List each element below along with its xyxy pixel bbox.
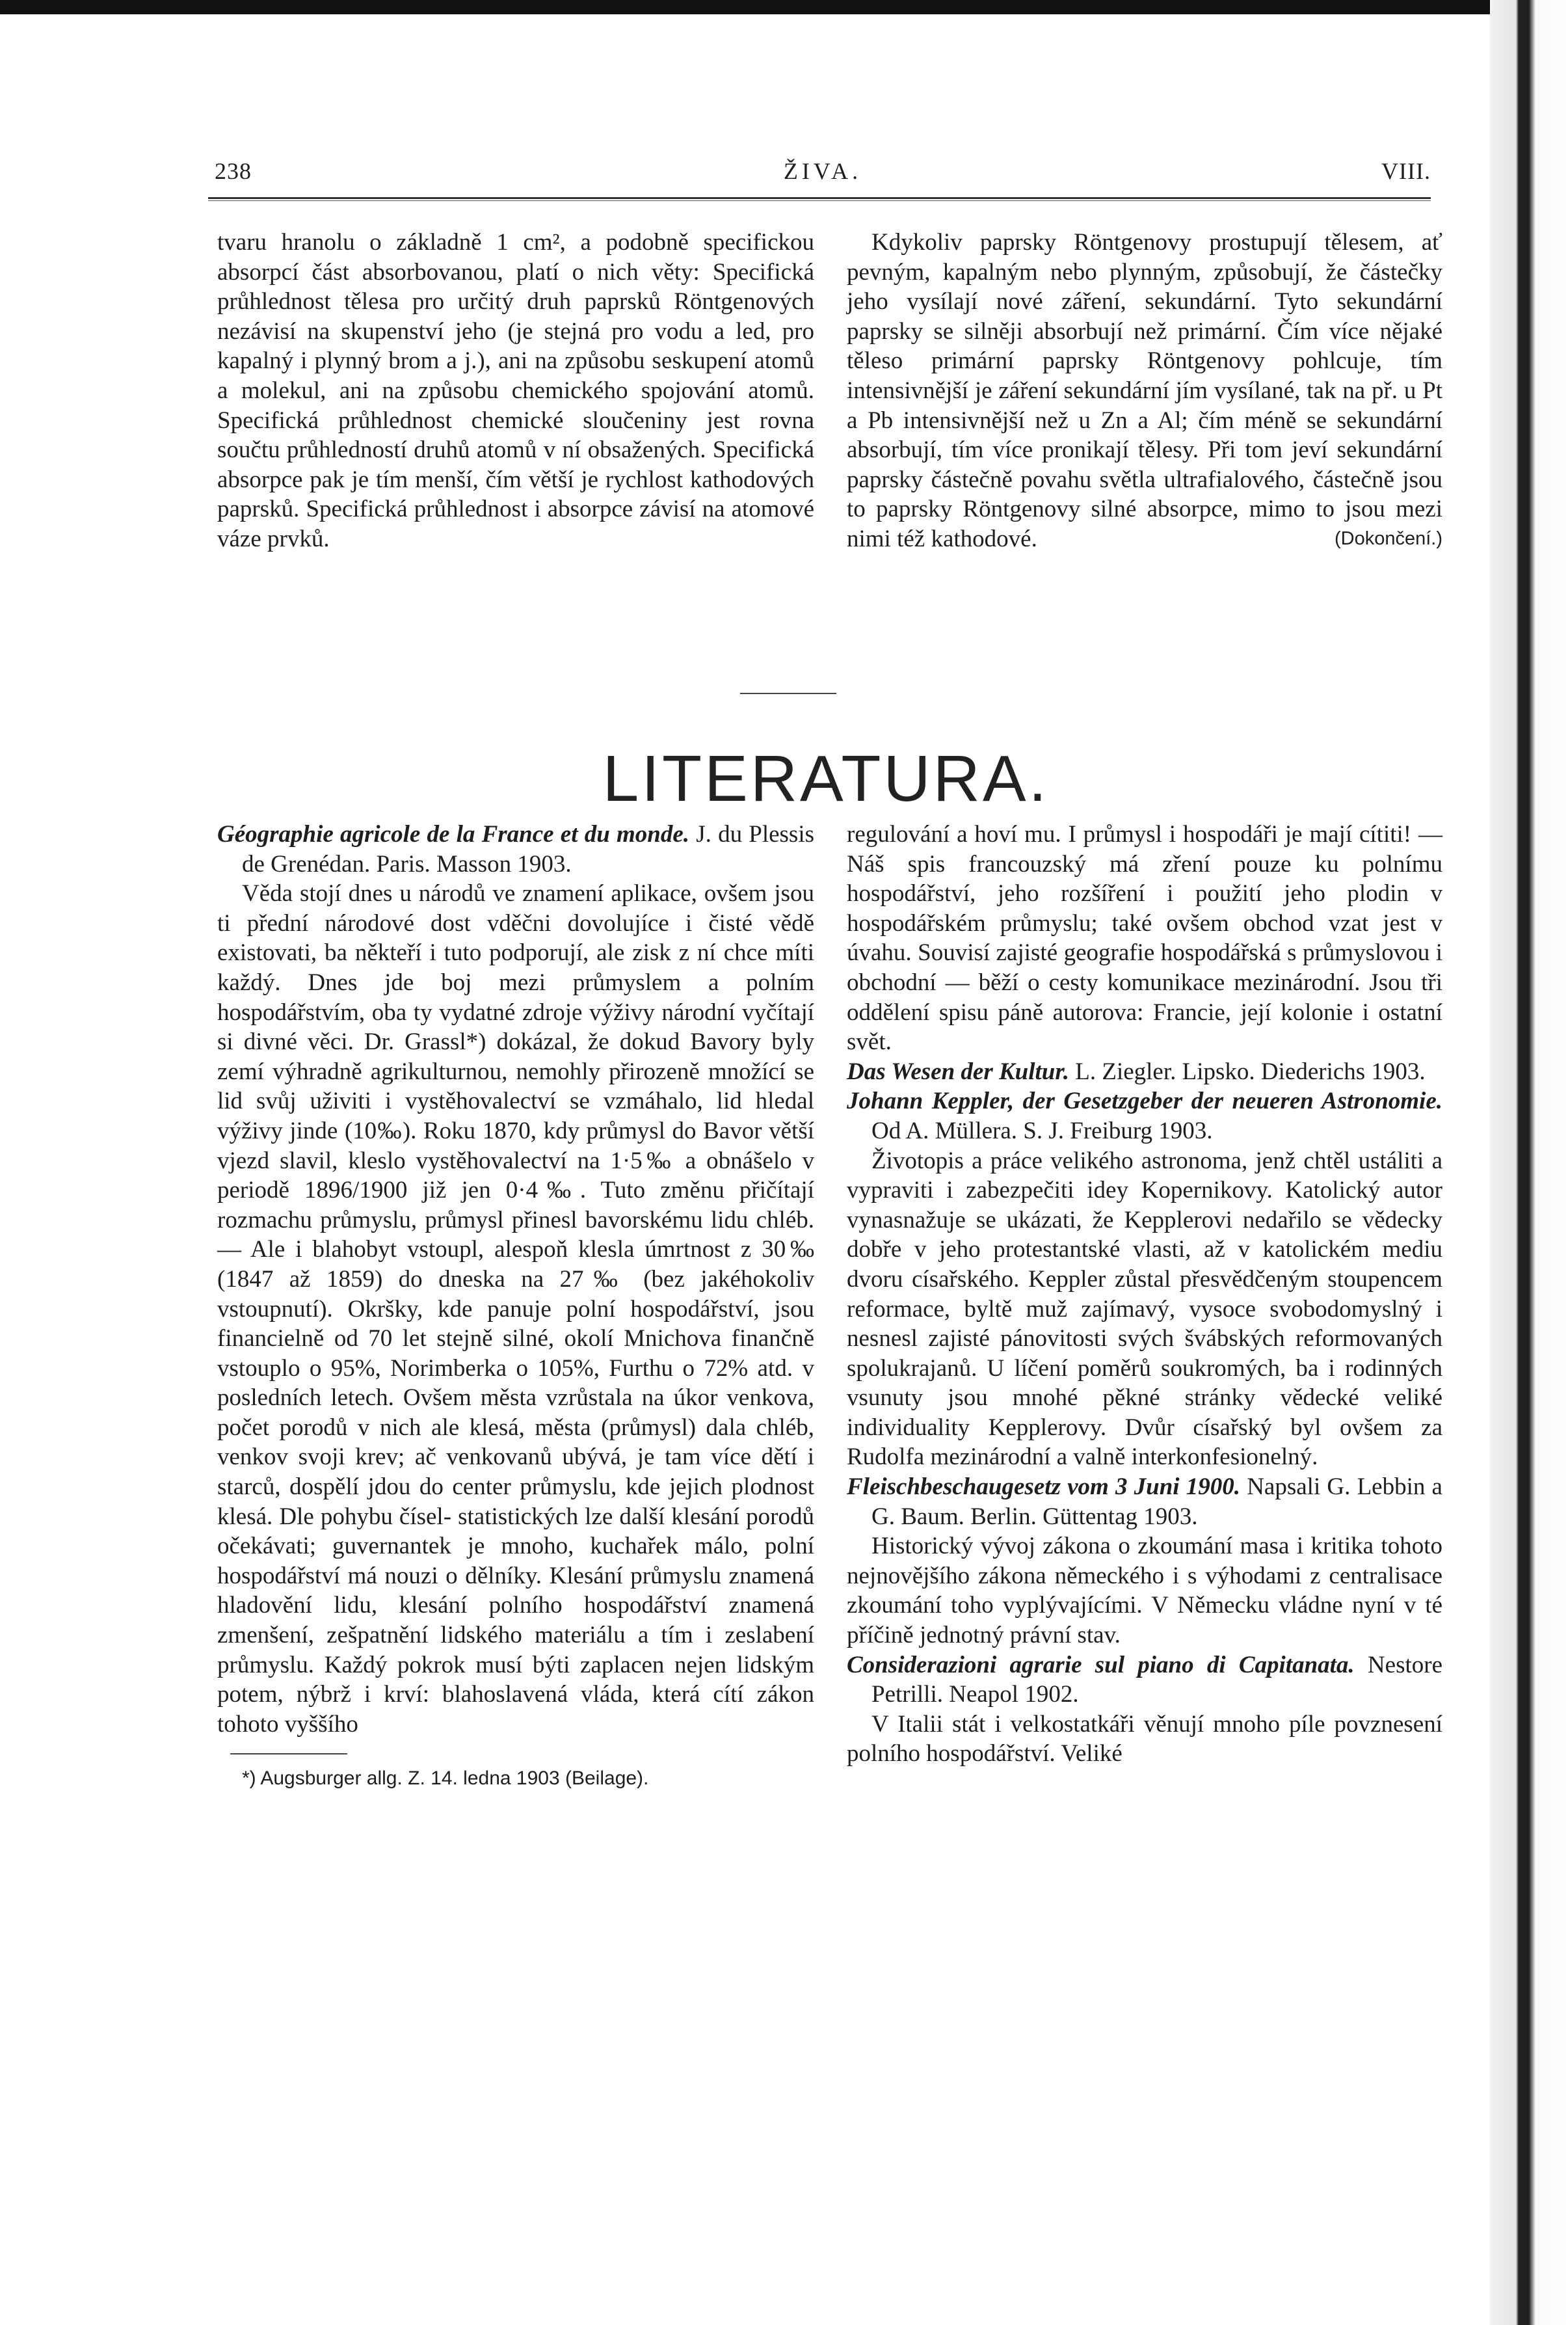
volume-number: VIII. bbox=[1381, 158, 1431, 184]
book-title: Considerazioni agrarie sul piano di Capitanata. bbox=[847, 1651, 1355, 1678]
bottom-right-column bbox=[847, 820, 1442, 1769]
top-right-column bbox=[847, 228, 1442, 554]
footnote-rule bbox=[230, 1753, 347, 1754]
top-left-column bbox=[217, 228, 814, 554]
scan-border-right bbox=[1490, 0, 1568, 2325]
book-title: Géographie agricole de la France et du monde. bbox=[217, 821, 690, 848]
header-rule bbox=[208, 197, 1431, 201]
section-title: LITERATURA. bbox=[602, 742, 1050, 815]
book-entry bbox=[847, 1650, 1442, 1710]
book-citation: Nestore Petrilli. Neapol 1902. bbox=[871, 1651, 1442, 1708]
review-paragraph: V Italii stát i velkostatkáři věnují mnoho píle povznesení polního hospodářství. Veliké bbox=[847, 1710, 1442, 1767]
book-entry bbox=[217, 820, 814, 879]
page-number: 238 bbox=[215, 158, 252, 184]
book-entry bbox=[847, 1086, 1442, 1146]
book-citation: J. du Plessis de Grenédan. Paris. Masson 1903. bbox=[242, 821, 815, 878]
book-title: Fleischbeschaugesetz vom 3 Juni 1900. bbox=[847, 1473, 1241, 1501]
book-citation: L. Ziegler. Lipsko. Diederichs 1903. bbox=[1075, 1058, 1426, 1085]
continued-label: (Dokončení.) bbox=[1334, 528, 1442, 549]
footnote: *) Augsburger allg. Z. 14. ledna 1903 (Beilage). bbox=[242, 1767, 649, 1790]
journal-name: ŽIVA. bbox=[783, 158, 862, 184]
book-title: Johann Keppler, der Gesetzgeber der neueren Astronomie. bbox=[847, 1088, 1442, 1115]
book-entry bbox=[847, 1472, 1442, 1531]
bottom-left-column bbox=[217, 820, 814, 1794]
article-paragraph-text: Kdykoliv paprsky Röntgenovy prostupují tělesem, ať pevným, kapalným nebo plynným, způsobují, že částečky jeho vysílají nové záření, sekundární. Tyto sekundární paprsky se silněji absorbují než primární. Čím více nějaké těleso primární paprsky Röntgenovy pohlcuje, tím intensivnější je záření sekundární jím vysílané, tak na př. u Pt a Pb intensivnější než u Zn a Al; čím méně se sekundární absorbují, tím více pronikají tělesy. Při tom jeví sekundární paprsky částečně povahu světla ultrafialového, částečně jsou to paprsky Röntgenovy silné absorpce, mimo to jsou mezi nimi též kathodové. bbox=[847, 229, 1442, 552]
book-title: Das Wesen der Kultur. bbox=[847, 1058, 1069, 1085]
book-citation: Od A. Müllera. S. J. Freiburg 1903. bbox=[871, 1117, 1213, 1144]
book-entry bbox=[847, 1057, 1442, 1087]
article-paragraph: tvaru hranolu o základně 1 cm², a podobně specifickou absorpcí část absorbovanou, platí o nich věty: Specifická průhlednost tělesa pro určitý druh paprsků Röntgenových nezávisí na skupenství jeho (je stejná pro vodu a led, pro kapalný i plynný brom a j.), ani na způsobu seskupení atomů a molekul, ani na způsobu chemického spojování atomů. Specifická průhlednost chemické sloučeniny jest rovna součtu průhledností druhů atomů v ní obsažených. Specifická absorpce pak je tím menší, čím větší je rychlost kathodových paprsků. Specifická průhlednost i absorpce závisí na atomové váze prvků. bbox=[217, 229, 814, 552]
review-paragraph: Životopis a práce velikého astronoma, jenž chtěl ustáliti a vypraviti i zabezpečiti idey Kopernikovy. Katolický autor vynasnažuje se ukázati, že Kepplerovi nedařilo se vědecky dobře v jeho protestantské vlasti, až v katolickém mediu dvoru císařského. Keppler zůstal přesvědčeným stoupencem reformace, byltě muž zajímavý, vysoce svobodomyslný i nesnesl zajisté pánovitosti svých švábských reformovaných spolukrajanů. U líčení poměrů soukromých, ba i rodinných vsunuty jsou mnohé pěkné stránky vědecké veliké individuality Kepplerovy. Dvůr císařský byl ovšem za Rudolfa mezinárodní a valně interkonfesionelný. bbox=[847, 1147, 1442, 1471]
review-paragraph: regulování a hoví mu. I průmysl i hospodáři je mají cítiti! — Náš spis francouzský má zření pouze ku polnímu hospodářství, jeho rozšíření i použití jeho plodin v hospodářském průmyslu; také ovšem obchod vzat jest v úvahu. Souvisí zajisté geografie hospodářská s průmyslovou i obchodní — běží o cesty komunikace mezinárodní. Jsou tři oddělení spisu páně autorova: Francie, její kolonie i ostatní svět. bbox=[847, 821, 1442, 1056]
review-paragraph: Věda stojí dnes u národů ve znamení aplikace, ovšem jsou ti přední národové dost vděčni dovolujíce i čisté vědě existovati, ba někteří i tuto podporují, ale zisk z ní chce míti každý. Dnes jde boj mezi průmyslem a polním hospodářstvím, oba ty vydatné zdroje výživy národní vyčítají si divné věci. Dr. Grassl*) dokázal, že dokud Bavory byly zemí výhradně agrikulturnou, nemohly přirozeně množící se lid svůj uživiti i vystěhovalectví se vzmáhalo, lid hledal výživy jinde (10‰). Roku 1870, kdy průmysl do Bavor větší vjezd slavil, kleslo vystěhovalectví na 1·5‰ a obnášelo v periodě 1896/1900 již jen 0·4‰. Tuto změnu přičítají rozmachu průmyslu, průmysl přinesl bavorskému lidu chléb. — Ale i blahobyt vstoupl, alespoň klesla úmrtnost z 30‰ (1847 až 1859) do dneska na 27‰ (bez jakéhokoliv vstoupnutí). Okršky, kde panuje polní hospodářství, jsou financielně od 70 let stejně silné, okolí Mnichova finančně vstouplo o 95%, Norimberka o 105%, Furthu o 72% atd. v posledních letech. Ovšem města vzrůstala na úkor venkova, počet porodů v nich ale klesá, města (průmysl) dala chléb, venkov svoji krev; ač venkovanů ubývá, je tam více dětí i starců, dospělí jdou do center průmyslu, kde jejich plodnost klesá. Dle pohybu čísel- statistických lze další klesání porodů očekávati; guvernantek je mnoho, kuchařek málo, polní hospodářství má nouzi o dělníky. Klesání průmyslu znamená hladovění lidu, klesání polního hospodářství znamená zmenšení, zešpatnění lidského materiálu a tím i zeslabení průmyslu. Každý pokrok musí býti zaplacen nejen lidským potem, nýbrž i krví: blahoslavená vláda, která cítí zákon tohoto vyššího bbox=[217, 880, 814, 1738]
section-separator bbox=[740, 693, 836, 694]
running-header bbox=[215, 157, 1431, 196]
article-paragraph bbox=[847, 228, 1442, 554]
review-paragraph: Historický vývoj zákona o zkoumání masa i kritika tohoto nejnovějšího zákona německého i s výhodami z centralisace zkoumání toho vyplývajícími. V Německu vládne nyní v té příčině jednotný právní stav. bbox=[847, 1533, 1442, 1649]
book-citation: Napsali G. Lebbin a G. Baum. Berlin. Güttentag 1903. bbox=[871, 1473, 1442, 1530]
